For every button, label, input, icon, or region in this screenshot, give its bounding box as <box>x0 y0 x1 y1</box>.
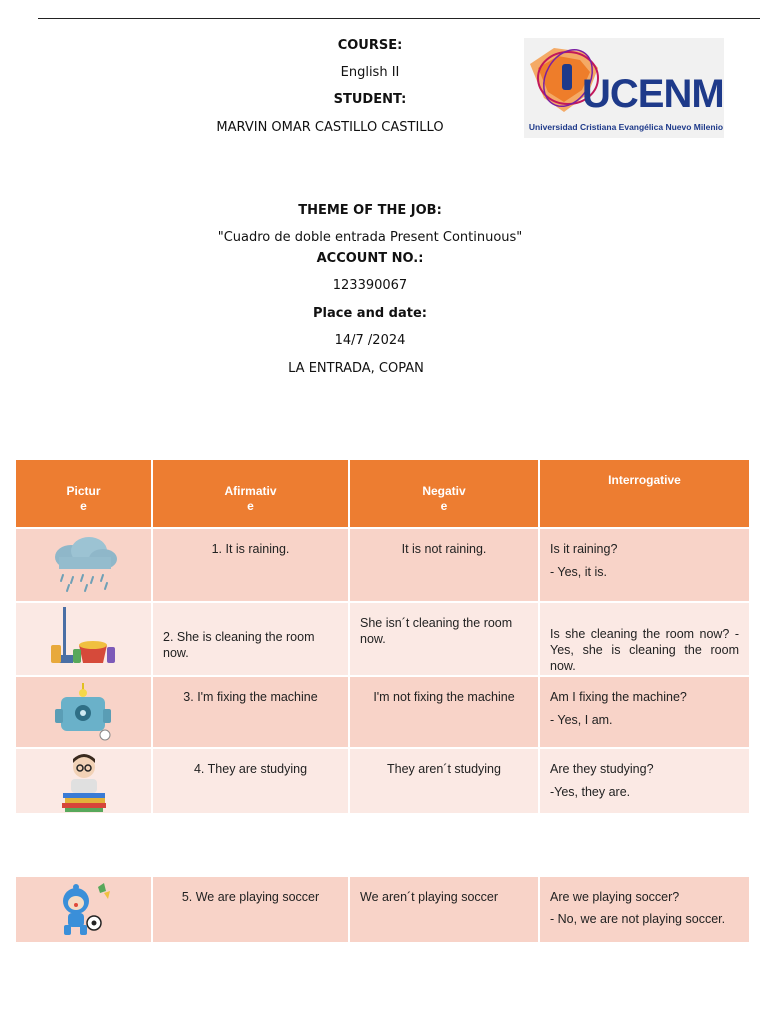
row5-affirmative <box>152 877 349 943</box>
row5-interrogative <box>539 877 750 943</box>
university-logo <box>524 38 724 138</box>
row1-affirmative <box>152 528 349 602</box>
header-affirmative-label: Afirmativ e <box>224 484 277 513</box>
row4-affirmative <box>152 748 349 814</box>
row1-picture <box>16 528 152 602</box>
header-negative <box>349 460 539 528</box>
header-picture <box>16 460 152 528</box>
place-value: LA ENTRADA, COPAN <box>288 361 424 376</box>
row4-interrogative <box>539 748 750 814</box>
header-affirmative <box>152 460 349 528</box>
cleaning-supplies-icon <box>49 605 119 667</box>
logo-text: UCENM <box>582 72 724 116</box>
table-row <box>16 748 750 814</box>
course-label: COURSE: <box>337 38 403 53</box>
row3-answer: - Yes, I am. <box>550 713 613 727</box>
header-interrogative <box>539 460 750 528</box>
row4-picture <box>16 748 152 814</box>
row2-negative <box>349 602 539 676</box>
student-value: MARVIN OMAR CASTILLO CASTILLO <box>216 120 444 135</box>
account-value: 123390067 <box>332 278 408 293</box>
row2-affirmative-text: 2. She is cleaning the room now. <box>163 630 315 660</box>
theme-value: "Cuadro de doble entrada Present Continuous" <box>217 230 523 245</box>
table-row <box>16 602 750 676</box>
row2-affirmative <box>152 602 349 676</box>
course-value: English II <box>340 65 400 80</box>
row5-picture <box>16 877 152 943</box>
student-studying-icon <box>53 751 115 813</box>
row1-negative <box>349 528 539 602</box>
row5-negative-text: We aren´t playing soccer <box>360 890 499 904</box>
soccer-player-icon <box>54 881 114 939</box>
row4-affirmative-text: 4. They are studying <box>193 762 308 776</box>
row1-interrogative <box>539 528 750 602</box>
header-interrogative-label: Interrogative <box>608 473 681 487</box>
rain-cloud-icon <box>47 535 121 593</box>
table-header-row <box>16 460 750 528</box>
row5-affirmative-text: 5. We are playing soccer <box>181 890 320 904</box>
place-date-label: Place and date: <box>313 306 427 321</box>
row2-question: Is she cleaning the room now? - Yes, she is cleaning the room now. <box>550 627 739 673</box>
row1-affirmative-text: 1. It is raining. <box>211 542 290 556</box>
present-continuous-table-continued <box>16 877 751 944</box>
row3-negative <box>349 676 539 748</box>
row3-affirmative-text: 3. I'm fixing the machine <box>183 690 318 704</box>
table-row <box>16 877 750 943</box>
table-row <box>16 528 750 602</box>
row2-interrogative <box>539 602 750 676</box>
row5-negative <box>349 877 539 943</box>
row5-answer: - No, we are not playing soccer. <box>550 912 726 926</box>
row3-affirmative <box>152 676 349 748</box>
row1-question: Is it raining? <box>550 542 618 556</box>
row3-interrogative <box>539 676 750 748</box>
logo-subtitle: Universidad Cristiana Evangélica Nuevo Milenio <box>528 122 724 132</box>
table-row <box>16 676 750 748</box>
row3-picture <box>16 676 152 748</box>
row4-question: Are they studying? <box>550 762 654 776</box>
row2-picture <box>16 602 152 676</box>
row3-negative-text: I'm not fixing the machine <box>373 690 515 704</box>
row4-negative-text: They aren´t studying <box>387 762 501 776</box>
header-picture-label: Pictur e <box>66 484 101 513</box>
date-value: 14/7 /2024 <box>334 333 406 348</box>
student-label: STUDENT: <box>333 92 407 107</box>
robot-machine-icon <box>51 681 117 743</box>
row5-question: Are we playing soccer? <box>550 890 680 904</box>
row3-question: Am I fixing the machine? <box>550 690 687 704</box>
row4-negative <box>349 748 539 814</box>
account-label: ACCOUNT NO.: <box>316 251 424 266</box>
row4-answer: -Yes, they are. <box>550 785 631 799</box>
top-rule <box>38 18 760 19</box>
row2-negative-text: She isn´t cleaning the room now. <box>360 616 513 646</box>
present-continuous-table <box>16 460 751 815</box>
theme-label: THEME OF THE JOB: <box>298 203 442 218</box>
header-negative-label: Negativ e <box>422 484 466 513</box>
row1-answer: - Yes, it is. <box>550 565 607 579</box>
row1-negative-text: It is not raining. <box>401 542 487 556</box>
